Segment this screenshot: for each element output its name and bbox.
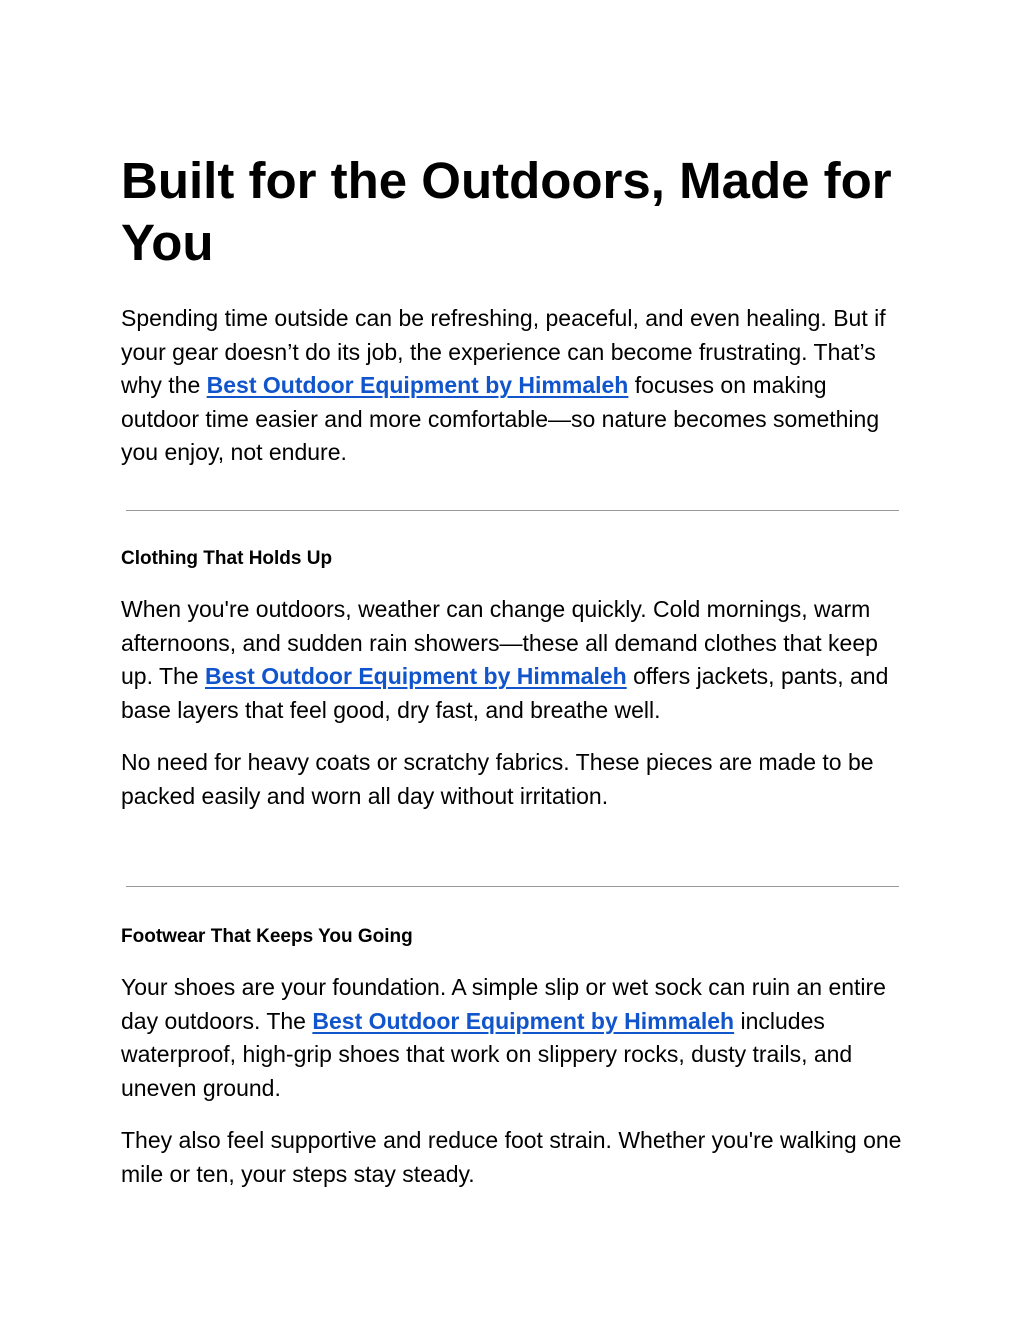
section-footwear-body: [121, 971, 906, 1191]
intro-text-after-link: focuses on making outdoor time easier and more comfortable—so nature becomes something you enjoy, not endure.: [121, 372, 880, 465]
section-heading-footwear: Footwear That Keeps You Going: [121, 926, 413, 947]
clothing-paragraph-1: [121, 593, 906, 727]
divider-1: [126, 510, 899, 511]
intro-paragraph: [121, 302, 906, 470]
section-clothing-body: [121, 593, 906, 813]
clothing-text-after-link: offers jackets, pants, and base layers that feel good, dry fast, and breathe well.: [121, 663, 889, 723]
clothing-text-before-link: When you're outdoors, weather can change quickly. Cold mornings, warm afternoons, and sudden rain showers—these all demand clothes that keep up. The: [121, 596, 878, 689]
footwear-paragraph-1: [121, 971, 906, 1105]
clothing-himmaleh-link[interactable]: Best Outdoor Equipment by Himmaleh: [204, 663, 627, 689]
section-heading-clothing: Clothing That Holds Up: [121, 548, 333, 569]
intro-text-before-link: Spending time outside can be refreshing, peaceful, and even healing. But if your gear doesn’t do its job, the experience can become frustrating. That’s why the: [121, 305, 886, 398]
footwear-paragraph-2: They also feel supportive and reduce foot strain. Whether you're walking one mile or ten, your steps stay steady.: [121, 1127, 902, 1187]
footwear-himmaleh-link[interactable]: Best Outdoor Equipment by Himmaleh: [312, 1007, 735, 1034]
footwear-text-before-link: Your shoes are your foundation. A simple slip or wet sock can ruin an entire day outdoors. The: [121, 974, 886, 1034]
intro-himmaleh-link[interactable]: Best Outdoor Equipment by Himmaleh: [206, 372, 629, 398]
divider-2: [126, 886, 899, 887]
page-title: Built for the Outdoors, Made for You: [121, 152, 892, 271]
footwear-text-after-link: includes waterproof, high-grip shoes that work on slippery rocks, dusty trails, and uneven ground.: [121, 1007, 853, 1101]
clothing-paragraph-2: No need for heavy coats or scratchy fabrics. These pieces are made to be packed easily and worn all day without irritation.: [121, 749, 874, 809]
